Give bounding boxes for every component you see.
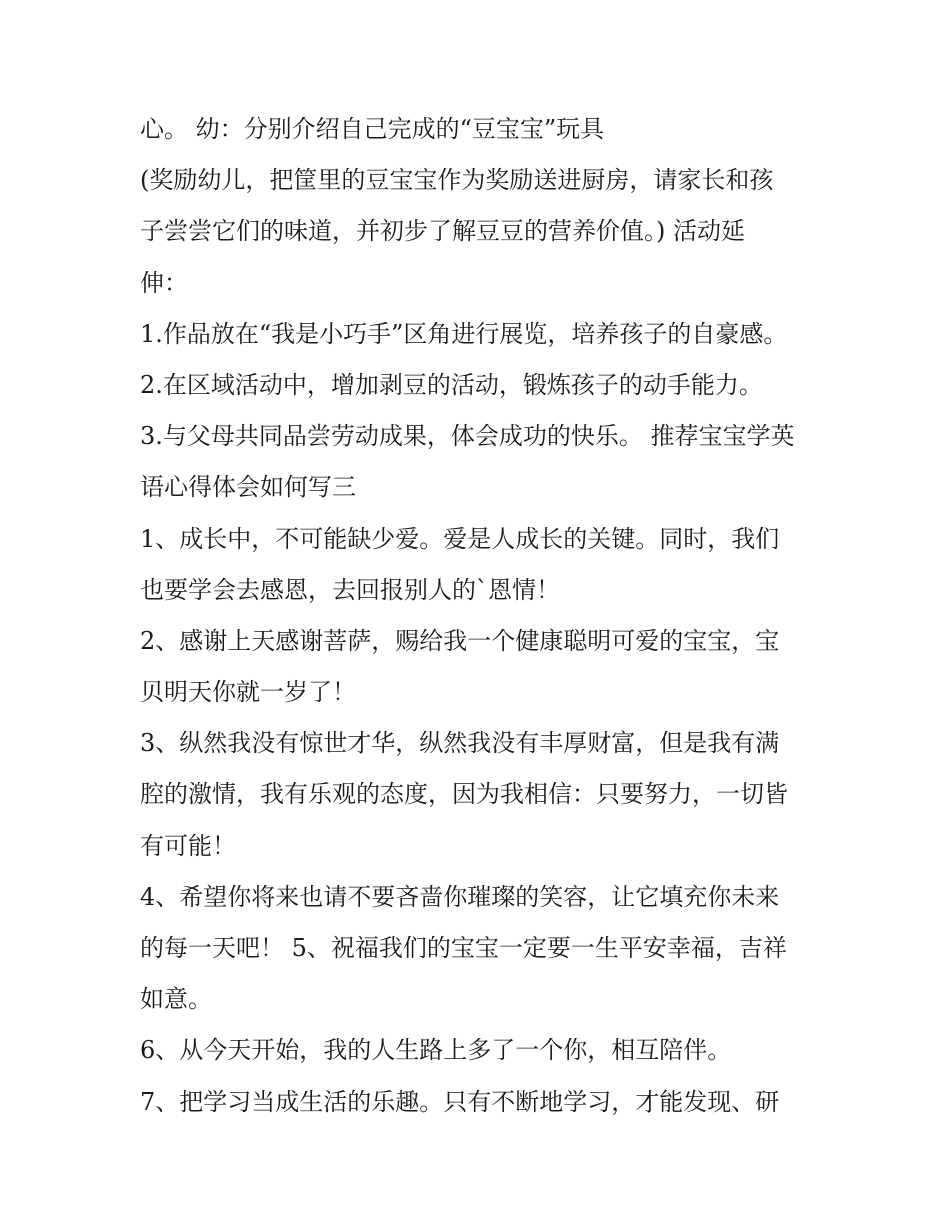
text-line: 子尝尝它们的味道，并初步了解豆豆的营养价值。) 活动延: [140, 217, 745, 246]
text-line: 2、感谢上天感谢菩萨，赐给我一个健康聪明可爱的宝宝，宝: [140, 626, 780, 655]
text-line: 的每一天吧！ 5、祝福我们的宝宝一定要一生平安幸福，吉祥: [140, 934, 787, 962]
text-line: (奖励幼儿，把筐里的豆宝宝作为奖励送进厨房，请家长和孩: [140, 166, 774, 195]
text-line: 有可能！: [140, 831, 236, 860]
text-line: 3.与父母共同品尝劳动成果，体会成功的快乐。 推荐宝宝学英: [140, 422, 795, 451]
text-line: 7、把学习当成生活的乐趣。只有不断地学习，才能发现、研: [140, 1087, 780, 1116]
text-line: 伸：: [140, 268, 188, 297]
text-line: 6、从今天开始，我的人生路上多了一个你，相互陪伴。: [140, 1036, 732, 1065]
text-line: 1.作品放在“我是小巧手”区角进行展览，培养孩子的自豪感。: [140, 319, 788, 348]
document-body: [140, 104, 820, 1128]
text-line: 3、纵然我没有惊世才华，纵然我没有丰厚财富，但是我有满: [140, 729, 780, 758]
text-line: 心。 幼：分别介绍自己完成的“豆宝宝”玩具: [140, 115, 605, 143]
text-line: 4、希望你将来也请不要吝啬你璀璨的笑容，让它填充你未来: [140, 882, 780, 911]
text-line: 也要学会去感恩，去回报别人的`恩情！: [140, 575, 560, 604]
text-line: 腔的激情，我有乐观的态度，因为我相信：只要努力，一切皆: [140, 780, 788, 809]
text-line: 如意。: [140, 985, 212, 1014]
text-line: 1、成长中，不可能缺少爱。爱是人成长的关键。同时，我们: [140, 524, 780, 553]
text-line: 贝明天你就一岁了！: [140, 678, 356, 707]
text-line: 语心得体会如何写三: [140, 473, 356, 502]
text-line: 2.在区域活动中，增加剥豆的活动，锻炼孩子的动手能力。: [140, 370, 763, 399]
